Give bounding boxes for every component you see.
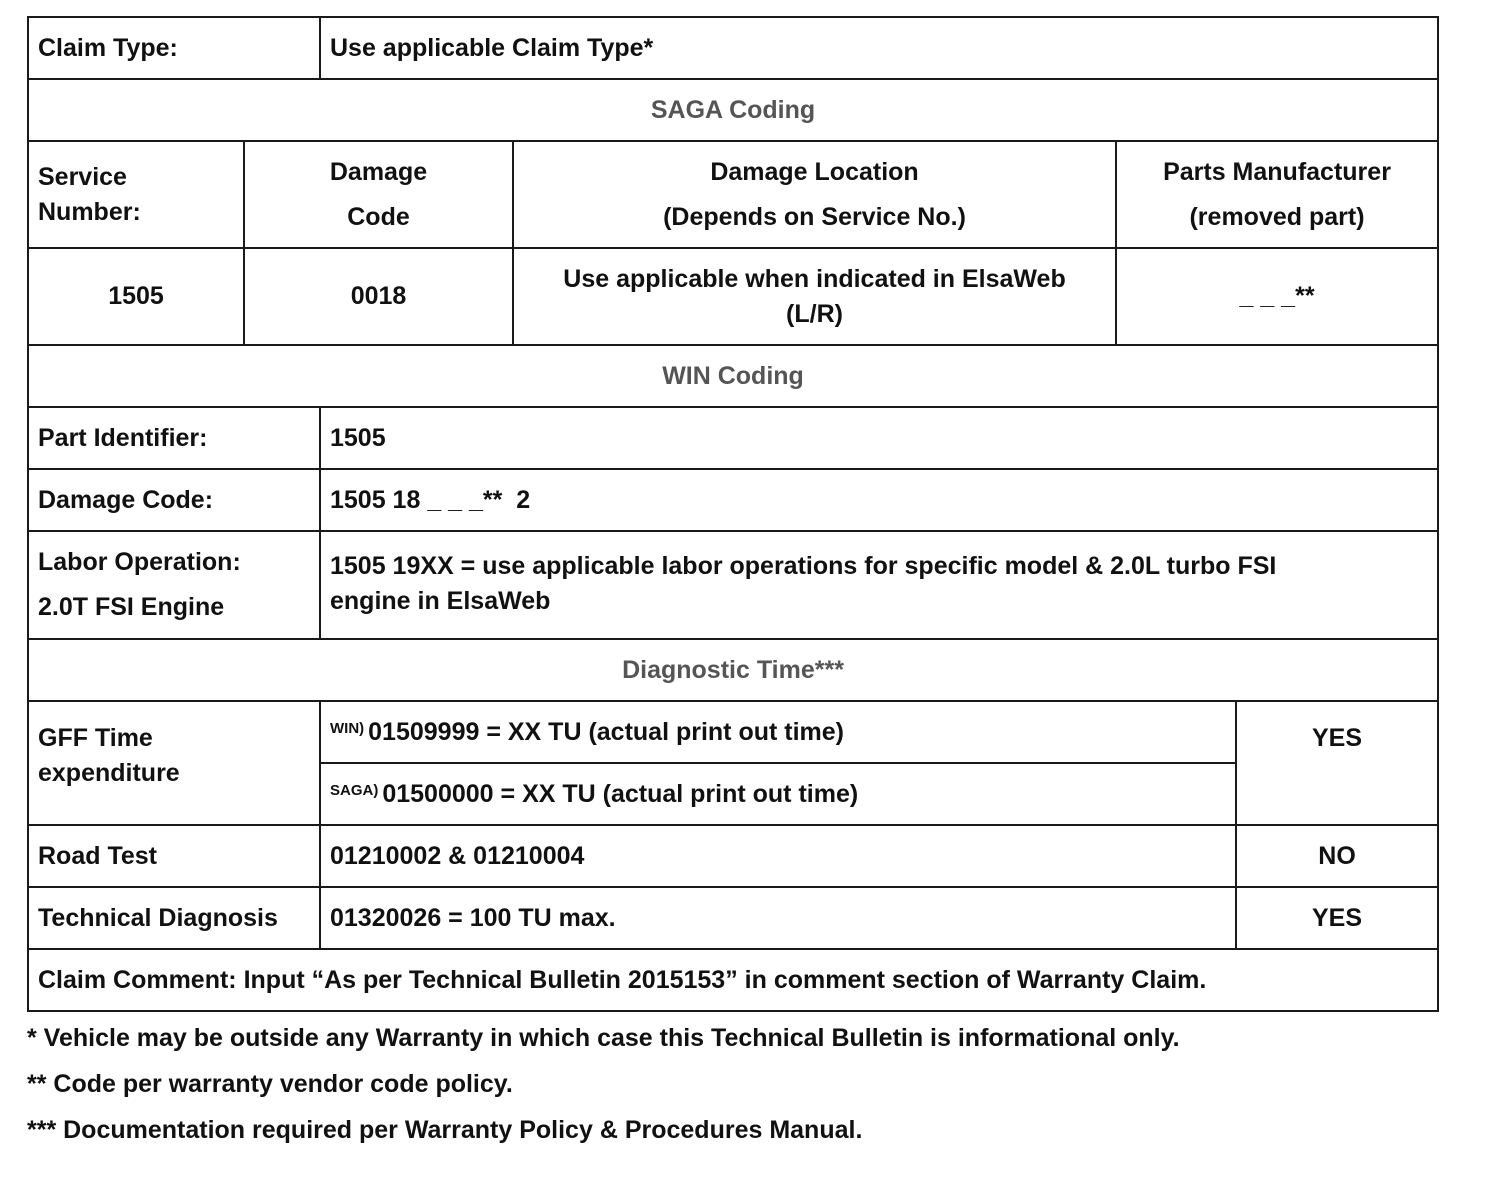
footnote-3: *** Documentation required per Warranty Policy & Procedures Manual. <box>27 1116 863 1144</box>
service-number-value: 1505 <box>28 248 244 345</box>
parts-manufacturer-value: _ _ _** <box>1116 248 1438 345</box>
damage-code-header: Damage Code <box>244 141 513 248</box>
diagnostic-section-row <box>28 639 1438 701</box>
damage-code-value: 0018 <box>244 248 513 345</box>
gff-win-value <box>320 701 1236 763</box>
parts-manufacturer-header: Parts Manufacturer (removed part) <box>1116 141 1438 248</box>
part-identifier-value: 1505 <box>320 407 1438 469</box>
technical-diagnosis-flag: YES <box>1236 887 1438 949</box>
gff-saga-text: 01500000 = XX TU (actual print out time) <box>382 779 859 808</box>
gff-win-text: 01509999 = XX TU (actual print out time) <box>368 717 844 746</box>
labor-operation-label: Labor Operation: 2.0T FSI Engine <box>28 531 320 639</box>
saga-section-row <box>28 79 1438 141</box>
claim-comment: Claim Comment: Input “As per Technical Bulletin 2015153” in comment section of Warranty Claim. <box>28 949 1438 1011</box>
service-number-header: Service Number: <box>28 141 244 248</box>
saga-data-row <box>28 248 1438 345</box>
warranty-table <box>27 16 1439 1012</box>
saga-superscript: SAGA) <box>330 781 379 799</box>
road-test-value: 01210002 & 01210004 <box>320 825 1236 887</box>
win-damage-code-label: Damage Code: <box>28 469 320 531</box>
claim-type-value: Use applicable Claim Type* <box>320 17 1438 79</box>
footnote-2: ** Code per warranty vendor code policy. <box>27 1070 513 1098</box>
claim-type-label: Claim Type: <box>28 17 320 79</box>
technical-diagnosis-row <box>28 887 1438 949</box>
gff-flag: YES <box>1236 701 1438 825</box>
technical-diagnosis-value: 01320026 = 100 TU max. <box>320 887 1236 949</box>
part-identifier-label: Part Identifier: <box>28 407 320 469</box>
gff-label: GFF Time expenditure <box>28 701 320 825</box>
damage-location-value: Use applicable when indicated in ElsaWeb (L/R) <box>513 248 1116 345</box>
diagnostic-time-heading: Diagnostic Time*** <box>28 639 1438 701</box>
win-coding-heading: WIN Coding <box>28 345 1438 407</box>
footnote-1: * Vehicle may be outside any Warranty in which case this Technical Bulletin is informational only. <box>27 1024 1180 1052</box>
saga-coding-heading: SAGA Coding <box>28 79 1438 141</box>
labor-operation-row <box>28 531 1438 639</box>
win-superscript: WIN) <box>330 719 365 737</box>
damage-location-header: Damage Location (Depends on Service No.) <box>513 141 1116 248</box>
win-damage-code-value: 1505 18 _ _ _** 2 <box>320 469 1438 531</box>
claim-comment-row <box>28 949 1438 1011</box>
claim-type-row <box>28 17 1438 79</box>
win-damage-code-row <box>28 469 1438 531</box>
gff-win-row <box>28 701 1438 763</box>
road-test-row <box>28 825 1438 887</box>
win-section-row <box>28 345 1438 407</box>
technical-diagnosis-label: Technical Diagnosis <box>28 887 320 949</box>
part-identifier-row <box>28 407 1438 469</box>
labor-operation-value: 1505 19XX = use applicable labor operations for specific model & 2.0L turbo FSI engine in ElsaWeb <box>320 531 1438 639</box>
saga-header-row <box>28 141 1438 248</box>
road-test-label: Road Test <box>28 825 320 887</box>
road-test-flag: NO <box>1236 825 1438 887</box>
gff-saga-value <box>320 763 1236 825</box>
